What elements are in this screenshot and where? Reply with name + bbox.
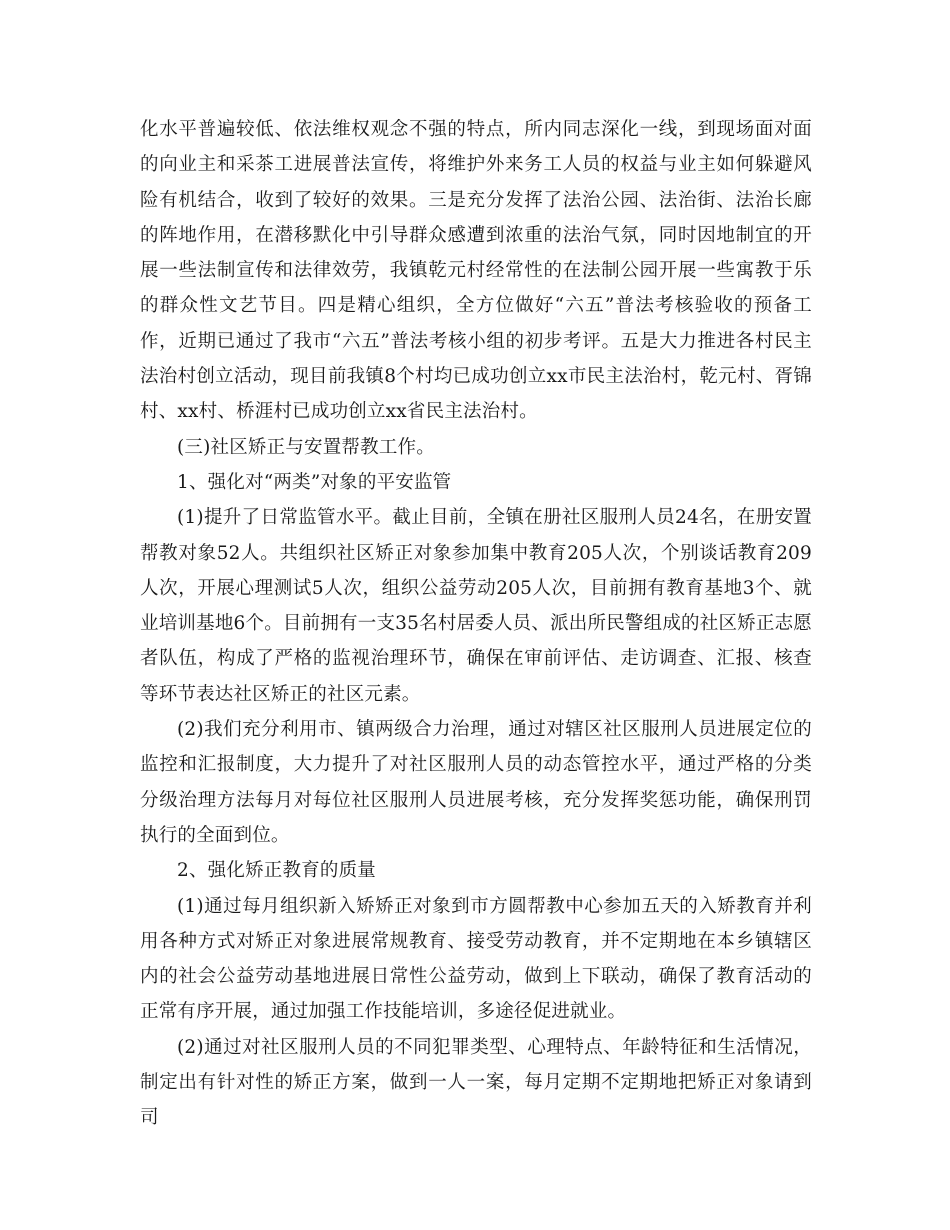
paragraph-daily-supervision: (1)提升了日常监管水平。截止目前，全镇在册社区服刑人员24名，在册安置帮教对象52人。共组织社区矫正对象参加集中教育205人次，个别谈话教育209人次，开展心理测试5人次，组织公益劳动205人次，目前拥有教育基地3个、就业培训基地6个。目前拥有一支35名村居委人员、派出所民警组成的社区矫正志愿者队伍，构成了严格的监视治理环节，确保在审前评估、走访调查、汇报、核查等环节表达社区矫正的社区元素。 — [140, 507, 812, 705]
paragraph-monthly-education: (1)通过每月组织新入矫矫正对象到市方圆帮教中心参加五天的入矫教育并利用各种方式对矫正对象进展常规教育、接受劳动教育，并不定期地在本乡镇辖区内的社会公益劳动基地进展日常性公益劳动，做到上下联动，确保了教育活动的正常有序开展，通过加强工作技能培训，多途径促进就业。 — [140, 895, 812, 1023]
subheading-supervision: 1、强化对“两类”对象的平安监管 — [177, 471, 452, 493]
paragraph-continuation: 化水平普遍较低、依法维权观念不强的特点，所内同志深化一线，到现场面对面的向业主和采茶工进展普法宣传，将维护外来务工人员的权益与业主如何躲避风险有机结合，收到了较好的效果。三是充分发挥了法治公园、法治街、法治长廊的阵地作用，在潜移默化中引导群众感遭到浓重的法治气氛，同时因地制宜的开展一些法制宣传和法律效劳，我镇乾元村经常性的在法制公园开展一些寓教于乐的群众性文艺节目。四是精心组织，全方位做好“六五”普法考核验收的预备工作，近期已通过了我市“六五”普法考核小组的初步考评。五是大力推进各村民主法治村创立活动，现目前我镇8个村均已成功创立xx市民主法治村，乾元村、胥锦村、xx村、桥涯村已成功创立xx省民主法治村。 — [140, 119, 812, 423]
section-heading-community-correction: (三)社区矫正与安置帮教工作。 — [177, 436, 435, 458]
subheading-education-quality: 2、强化矫正教育的质量 — [177, 860, 376, 882]
paragraph-joint-management: (2)我们充分利用市、镇两级合力治理，通过对辖区社区服刑人员进展定位的监控和汇报制度，大力提升了对社区服刑人员的动态管控水平，通过严格的分类分级治理方法每月对每位社区服刑人员进展考核，充分发挥奖惩功能，确保刑罚执行的全面到位。 — [140, 719, 812, 846]
document-body — [140, 112, 812, 1136]
paragraph-individual-plans: (2)通过对社区服刑人员的不同犯罪类型、心理特点、年龄特征和生活情况，制定出有针对性的矫正方案，做到一人一案，每月定期不定期地把矫正对象请到司 — [140, 1036, 812, 1129]
